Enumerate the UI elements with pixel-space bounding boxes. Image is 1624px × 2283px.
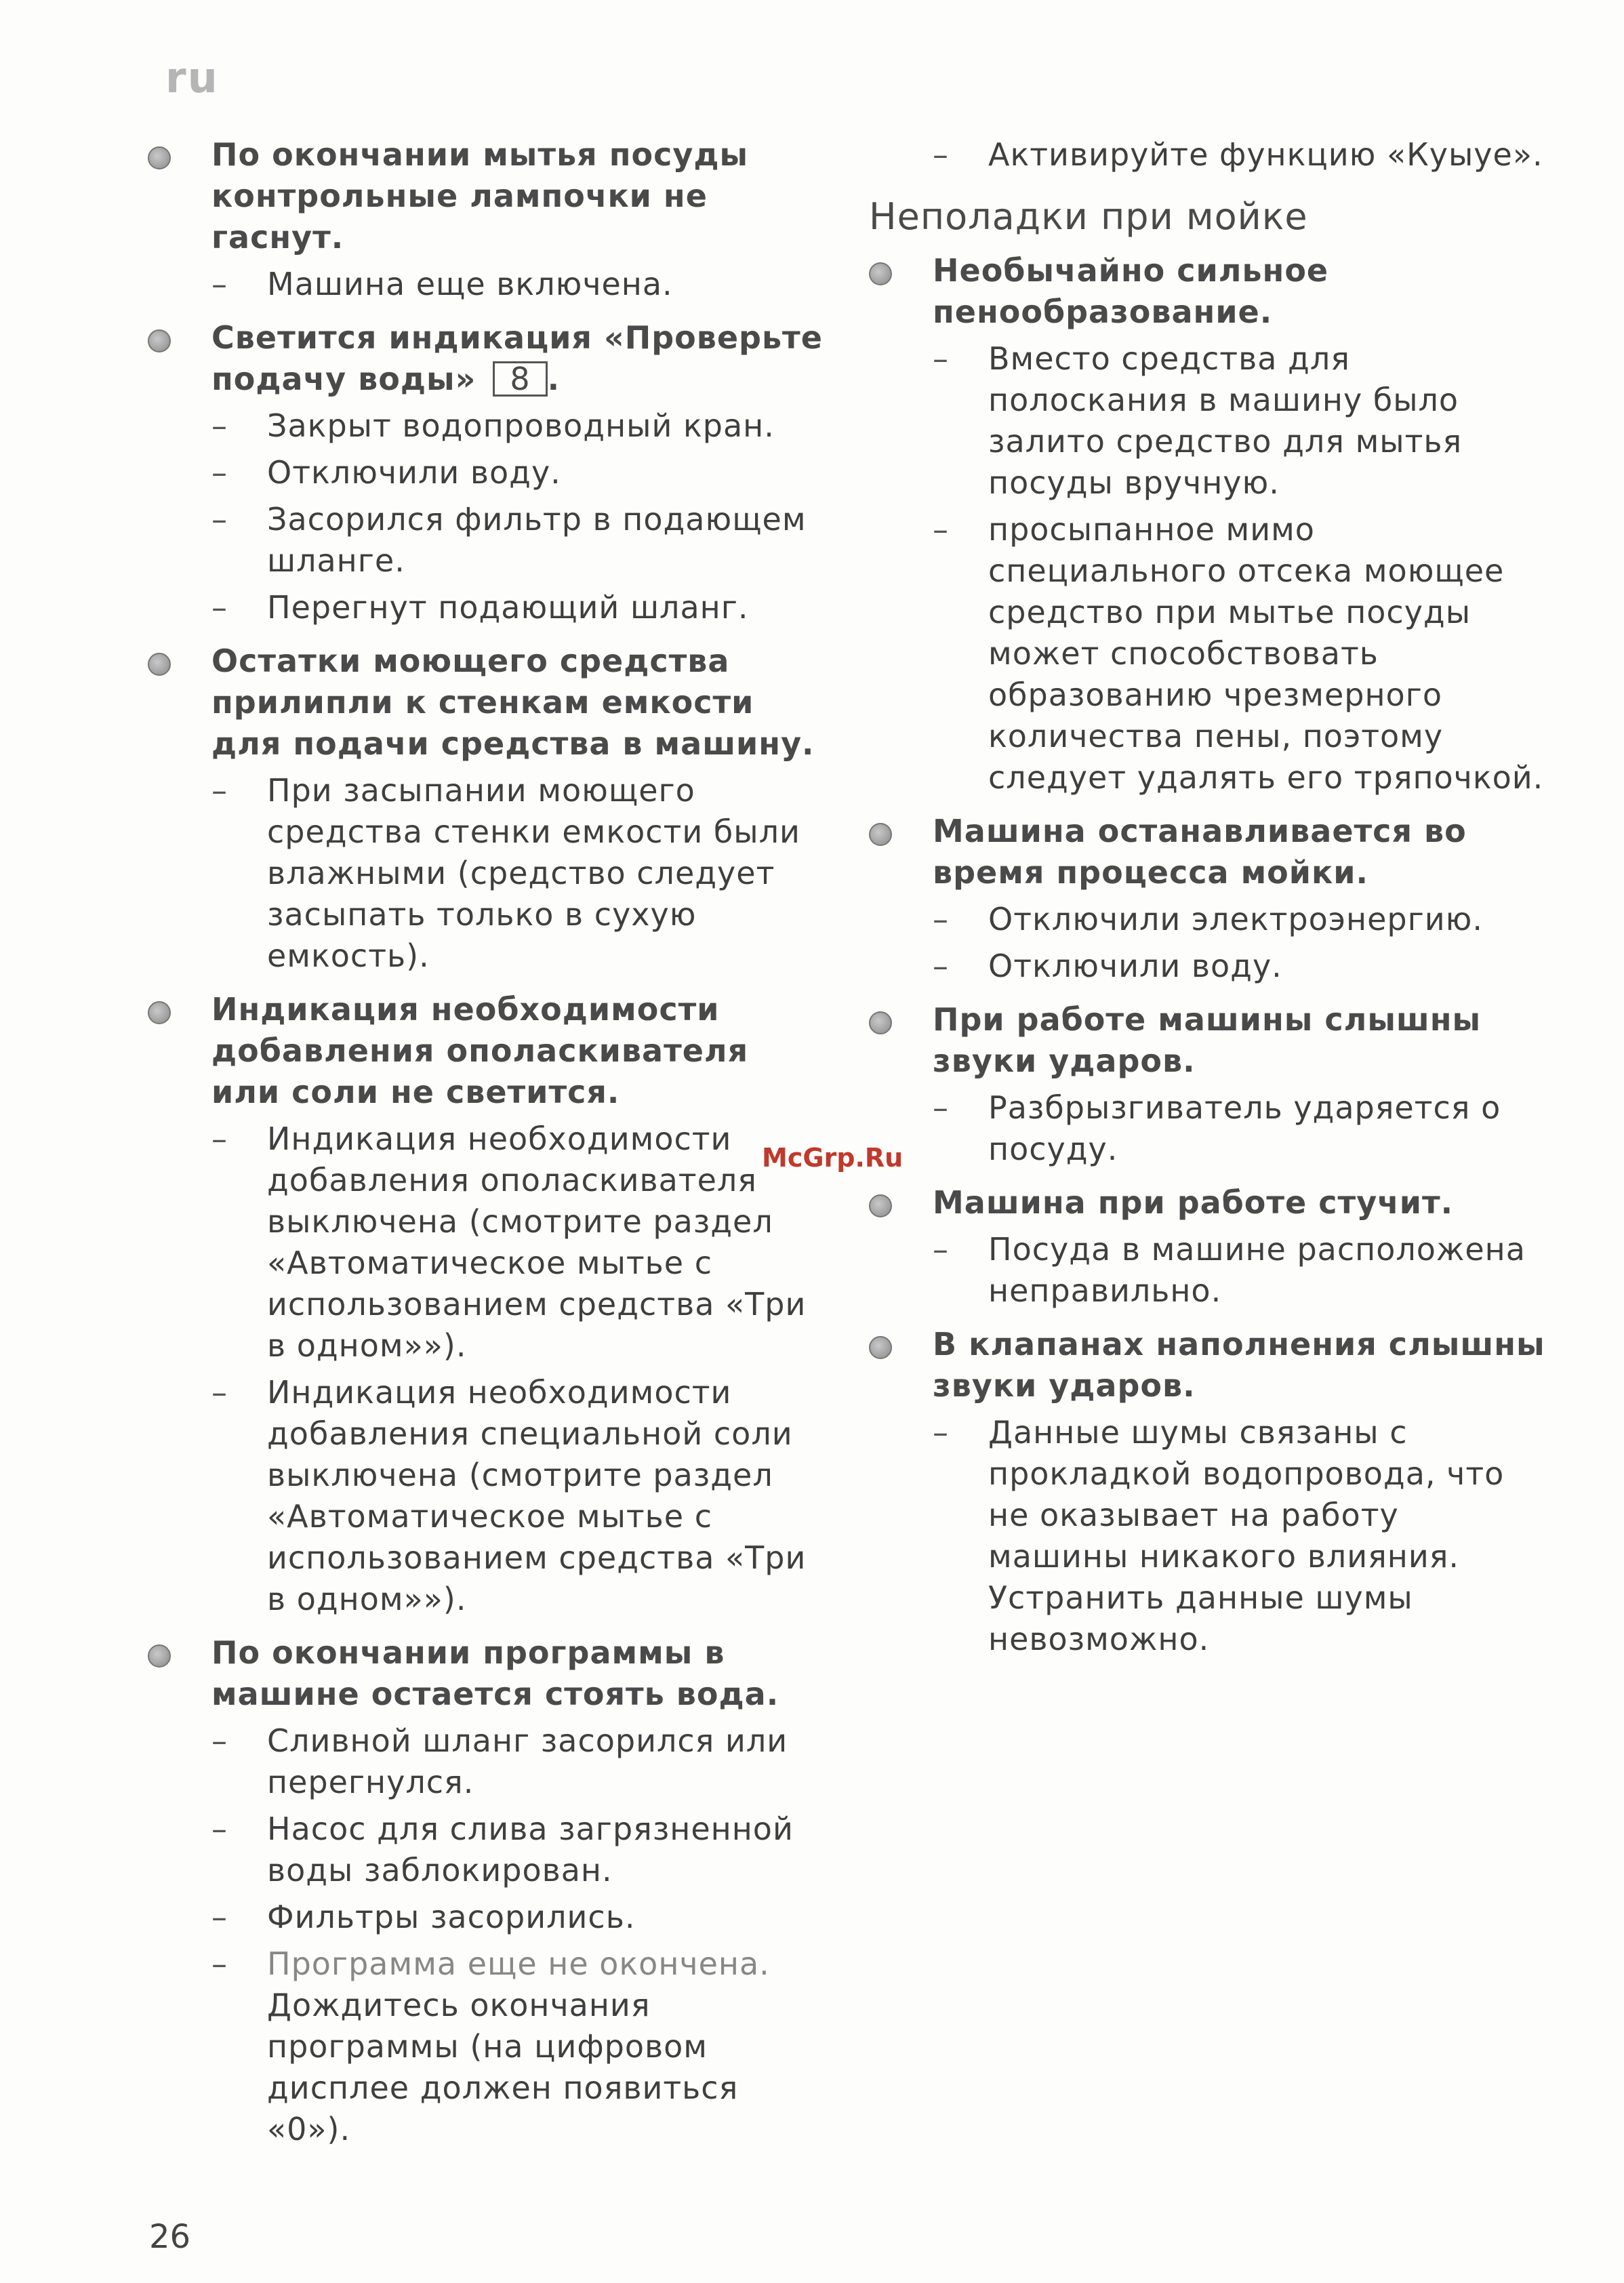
cause-item: – Посуда в машине расположена неправильно. xyxy=(988,1229,1547,1312)
indicator-number-box: 8 xyxy=(493,361,547,397)
cause-item: – просыпанное мимо специального отсека моющее средство при мытье посуды может способствовать образованию чрезмерного количества пены, поэтому следует удалять его тряпочкой. xyxy=(988,509,1547,799)
page-number: 26 xyxy=(149,2218,191,2256)
dash-icon: – xyxy=(211,1120,228,1157)
dash-icon: – xyxy=(211,407,228,444)
cause-item: – Фильтры засорились. xyxy=(267,1897,826,1938)
dash-icon: – xyxy=(933,340,949,377)
dash-icon: – xyxy=(211,501,228,538)
problem-item xyxy=(148,1632,826,2150)
cause-item: – Перегнут подающий шланг. xyxy=(267,587,826,628)
problem-heading: Машина при работе стучит. xyxy=(933,1184,1454,1221)
problem-item xyxy=(869,999,1547,1170)
problem-heading: В клапанах наполнения слышны звуки ударов. xyxy=(933,1326,1545,1404)
bullet-icon xyxy=(869,823,892,846)
problem-heading: По окончании программы в машине остается стоять вода. xyxy=(211,1634,779,1712)
dash-icon: – xyxy=(933,948,949,984)
cause-item: – Вместо средства для полоскания в машину было залито средство для мытья посуды вручную. xyxy=(988,338,1547,504)
problem-heading: Машина останавливается во время процесса мойки. xyxy=(933,813,1467,891)
cause-item: – При засыпании моющего средства стенки емкости были влажными (средство следует засыпать только в сухую емкость). xyxy=(267,770,826,977)
problem-heading: Светится индикация «Проверьте подачу воды» 8 . xyxy=(211,319,823,397)
bullet-icon xyxy=(148,146,171,169)
dash-icon: – xyxy=(211,454,228,491)
watermark-text: McGrp.Ru xyxy=(762,1143,904,1173)
bullet-icon xyxy=(869,1336,892,1359)
bullet-icon xyxy=(148,329,171,352)
cause-item: – Активируйте функцию «Куыуе». xyxy=(988,134,1547,176)
cause-item: – Данные шумы связаны с прокладкой водопровода, что не оказывает на работу машины никакого влияния. Устранить данные шумы невозможно. xyxy=(988,1412,1547,1660)
bullet-icon xyxy=(869,262,892,285)
problem-heading: Остатки моющего средства прилипли к стенкам емкости для подачи средства в машину. xyxy=(211,643,815,762)
cause-item: – Засорился фильтр в подающем шланге. xyxy=(267,499,826,582)
problem-item xyxy=(148,641,826,977)
cause-item: – Отключили электроэнергию. xyxy=(988,899,1547,940)
cause-item: – Сливной шланг засорился или перегнулся. xyxy=(267,1720,826,1803)
problem-heading: При работе машины слышны звуки ударов. xyxy=(933,1001,1482,1079)
dash-icon: – xyxy=(933,1089,949,1126)
language-code: ru xyxy=(165,53,219,102)
cause-item: – Программа еще не окончена. Дождитесь окончания программы (на цифровом дисплее должен появиться «0»). xyxy=(267,1943,826,2150)
bullet-icon xyxy=(869,1194,892,1217)
problem-item xyxy=(869,1182,1547,1312)
cause-item: – Насос для слива загрязненной воды заблокирован. xyxy=(267,1809,826,1891)
dash-icon: – xyxy=(933,511,949,548)
dash-icon: – xyxy=(211,1811,228,1847)
left-column xyxy=(148,134,826,2162)
dash-icon: – xyxy=(211,1945,228,1982)
right-column xyxy=(869,134,1547,1672)
dash-icon: – xyxy=(933,1414,949,1451)
bullet-icon xyxy=(148,653,171,676)
dash-icon: – xyxy=(933,901,949,937)
problem-item xyxy=(148,317,826,628)
problem-heading: Необычайно сильное пенообразование. xyxy=(933,252,1329,330)
cause-item: – Индикация необходимости добавления специальной соли выключена (смотрите раздел «Автоматическое мытье с использованием средства «Три в одном»»). xyxy=(267,1372,826,1620)
problem-item xyxy=(148,989,826,1620)
problem-item xyxy=(869,1324,1547,1660)
dash-icon: – xyxy=(933,1231,949,1268)
bullet-icon xyxy=(148,1001,171,1024)
dash-icon: – xyxy=(211,1722,228,1759)
bullet-icon xyxy=(148,1644,171,1668)
bullet-icon xyxy=(869,1011,892,1034)
problem-item xyxy=(869,250,1547,799)
problem-heading: Индикация необходимости добавления ополаскивателя или соли не светится. xyxy=(211,991,749,1110)
cause-item: – Закрыт водопроводный кран. xyxy=(267,405,826,447)
cause-item: – Отключили воду. xyxy=(267,452,826,493)
problem-heading: По окончании мытья посуды контрольные лампочки не гаснут. xyxy=(211,136,749,256)
dash-icon: – xyxy=(211,1374,228,1411)
dash-icon: – xyxy=(211,772,228,809)
cause-item: – Отключили воду. xyxy=(988,946,1547,987)
dash-icon: – xyxy=(211,589,228,626)
cause-item: – Машина еще включена. xyxy=(267,264,826,305)
problem-item xyxy=(869,811,1547,987)
cause-item: – Индикация необходимости добавления ополаскивателя выключена (смотрите раздел «Автоматическое мытье с использованием средства «Три в одном»»). xyxy=(267,1118,826,1367)
dash-icon: – xyxy=(211,266,228,302)
problem-item xyxy=(148,134,826,305)
dash-icon: – xyxy=(211,1899,228,1935)
cause-item: – Разбрызгиватель ударяется о посуду. xyxy=(988,1087,1547,1170)
section-title: Неполадки при мойке xyxy=(869,195,1308,238)
dash-icon: – xyxy=(933,136,949,173)
